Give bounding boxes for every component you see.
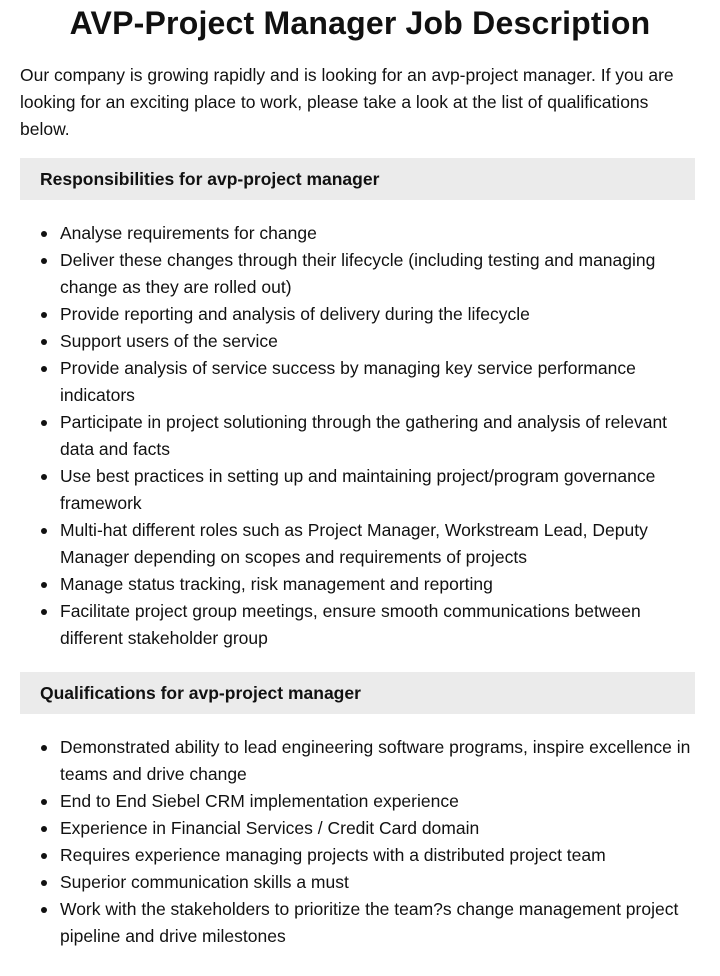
responsibilities-list (20, 220, 700, 652)
bullet-icon (41, 826, 47, 832)
bullet-icon (41, 339, 47, 345)
list-item (60, 598, 696, 652)
bullet-icon (41, 799, 47, 805)
list-item (60, 247, 696, 301)
list-item (60, 734, 696, 788)
responsibilities-heading: Responsibilities for avp-project manager (20, 158, 695, 200)
list-item-text: Support users of the service (60, 331, 278, 351)
bullet-icon (41, 312, 47, 318)
list-item-text: Requires experience managing projects with a distributed project team (60, 845, 606, 865)
list-item (60, 463, 696, 517)
bullet-icon (41, 528, 47, 534)
list-item (60, 220, 696, 247)
list-item (60, 788, 696, 815)
bullet-icon (41, 366, 47, 372)
list-item (60, 815, 696, 842)
list-item-text: Multi-hat different roles such as Project Manager, Workstream Lead, Deputy Manager depending on scopes and requirements of projects (60, 520, 648, 567)
list-item (60, 355, 696, 409)
list-item-text: Provide analysis of service success by managing key service performance indicators (60, 358, 636, 405)
list-item-text: Superior communication skills a must (60, 872, 349, 892)
list-item-text: Facilitate project group meetings, ensure smooth communications between different stakeholder group (60, 601, 641, 648)
list-item-text: Analyse requirements for change (60, 223, 317, 243)
list-item-text: Work with the stakeholders to prioritize the team?s change management project pipeline and drive milestones (60, 899, 679, 946)
bullet-icon (41, 745, 47, 751)
list-item-text: End to End Siebel CRM implementation experience (60, 791, 459, 811)
list-item (60, 517, 696, 571)
bullet-icon (41, 880, 47, 886)
bullet-icon (41, 474, 47, 480)
list-item (60, 896, 696, 950)
list-item (60, 869, 696, 896)
list-item (60, 842, 696, 869)
bullet-icon (41, 907, 47, 913)
list-item-text: Manage status tracking, risk management and reporting (60, 574, 493, 594)
list-item (60, 328, 696, 355)
list-item-text: Participate in project solutioning through the gathering and analysis of relevant data and facts (60, 412, 668, 459)
list-item (60, 571, 696, 598)
bullet-icon (41, 231, 47, 237)
qualifications-list (20, 734, 700, 950)
page-title: AVP-Project Manager Job Description (69, 5, 651, 41)
list-item-text: Deliver these changes through their lifecycle (including testing and managing change as they are rolled out) (60, 250, 656, 297)
qualifications-heading: Qualifications for avp-project manager (20, 672, 695, 714)
list-item-text: Demonstrated ability to lead engineering software programs, inspire excellence in teams and drive change (60, 737, 691, 784)
bullet-icon (41, 853, 47, 859)
bullet-icon (41, 582, 47, 588)
list-item (60, 301, 696, 328)
bullet-icon (41, 258, 47, 264)
list-item-text: Use best practices in setting up and maintaining project/program governance framework (60, 466, 656, 513)
intro-paragraph: Our company is growing rapidly and is looking for an avp-project manager. If you are looking for an exciting place to work, please take a look at the list of qualifications below. (20, 65, 674, 139)
bullet-icon (41, 420, 47, 426)
list-item (60, 409, 696, 463)
list-item-text: Provide reporting and analysis of delivery during the lifecycle (60, 304, 530, 324)
bullet-icon (41, 609, 47, 615)
list-item-text: Experience in Financial Services / Credit Card domain (60, 818, 480, 838)
